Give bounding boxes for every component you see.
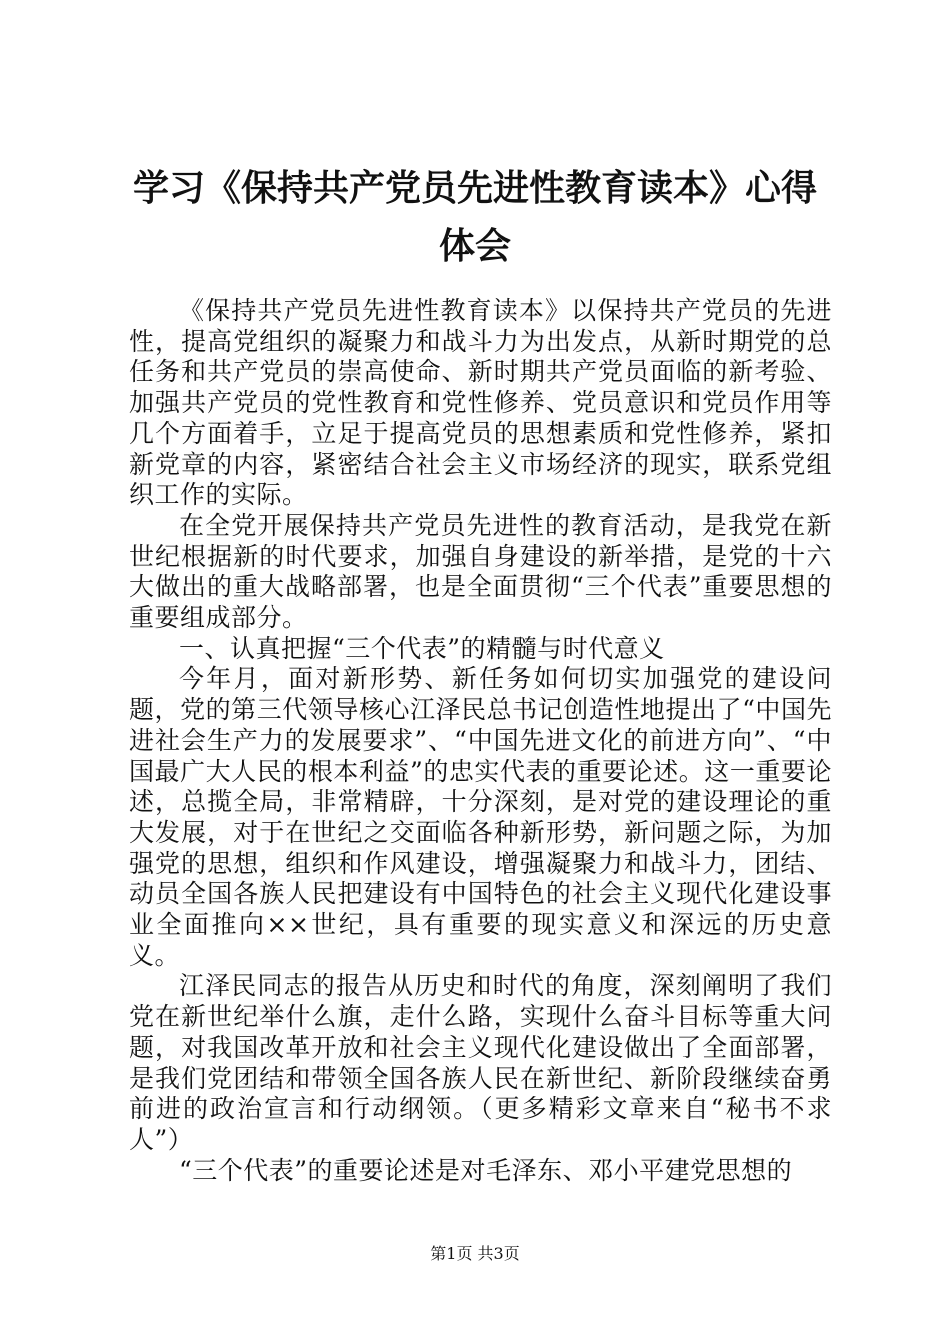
paragraph-three-represents: 今年月，面对新形势、新任务如何切实加强党的建设问题，党的第三代领导核心江泽民总书记创造性地提出了“中国先进社会生产力的发展要求”、“中国先进文化的前进方向”、“中国最广大人民的根本利益”的忠实代表的重要论述。这一重要论述，总揽全局，非常精辟，十分深刻，是对党的建设理论的重大发展，对于在世纪之交面临各种新形势，新问题之际，为加强党的思想，组织和作风建设，增强凝聚力和战斗力，团结、动员全国各族人民把建设有中国特色的社会主义现代化建设事业全面推向××世纪，具有重要的现实意义和深远的历史意义。: [129, 664, 832, 970]
document-body: [129, 296, 832, 1186]
paragraph-intro: 《保持共产党员先进性教育读本》以保持共产党员的先进性，提高党组织的凝聚力和战斗力为出发点，从新时期党的总任务和共产党员的崇高使命、新时期共产党员面临的新考验、加强共产党员的党性教育和党性修养、党员意识和党员作用等几个方面着手，立足于提高党员的思想素质和党性修养，紧扣新党章的内容，紧密结合社会主义市场经济的现实，联系党组织工作的实际。: [129, 296, 832, 510]
paragraph-campaign: 在全党开展保持共产党员先进性的教育活动，是我党在新世纪根据新的时代要求，加强自身建设的新举措，是党的十六大做出的重大战略部署，也是全面贯彻“三个代表”重要思想的重要组成部分。: [129, 510, 832, 633]
page-title: 学习《保持共产党员先进性教育读本》心得体会: [132, 168, 817, 267]
section-heading: 一、认真把握“三个代表”的精髓与时代意义: [179, 633, 665, 663]
page-number: 第1页 共3页: [430, 1244, 520, 1263]
paragraph-continued: “三个代表”的重要论述是对毛泽东、邓小平建党思想的: [179, 1155, 793, 1185]
paragraph-report: 江泽民同志的报告从历史和时代的角度，深刻阐明了我们党在新世纪举什么旗，走什么路，实现什么奋斗目标等重大问题，对我国改革开放和社会主义现代化建设做出了全面部署，是我们党团结和带领全国各族人民在新世纪、新阶段继续奋勇前进的政治宣言和行动纲领。（更多精彩文章来自“秘书不求人”）: [129, 971, 832, 1154]
